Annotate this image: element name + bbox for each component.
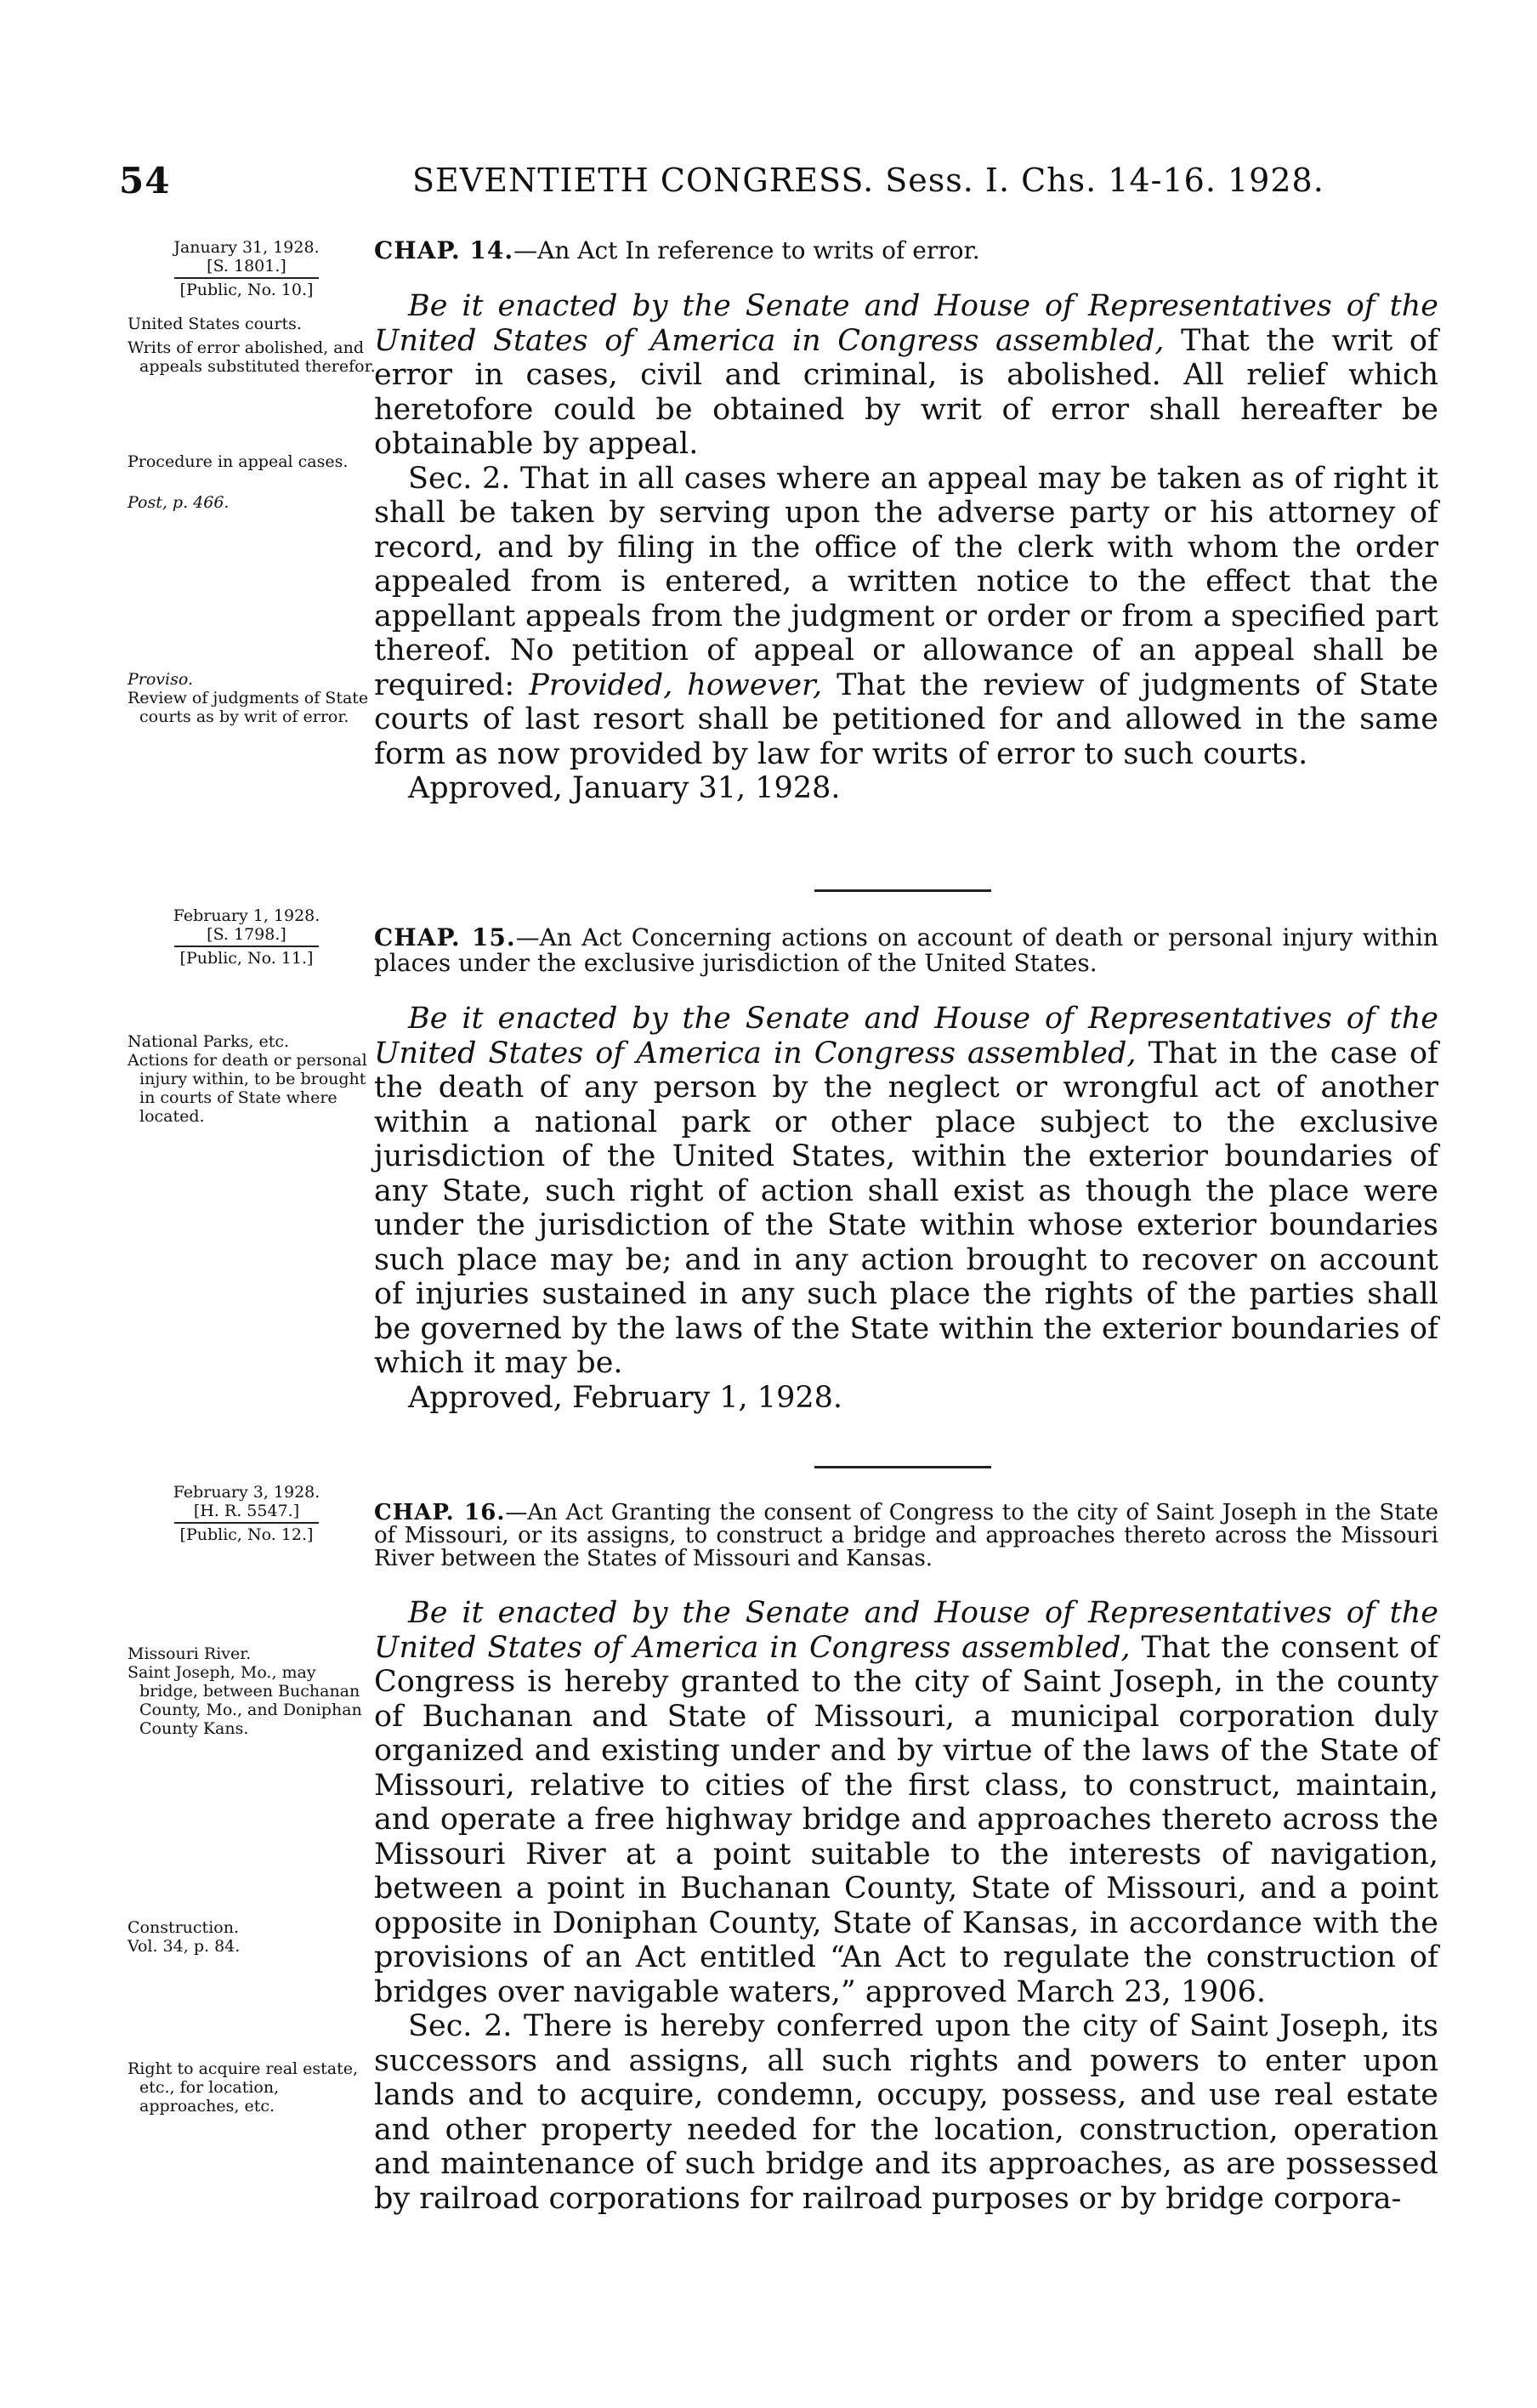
enacting-clause (374, 1596, 1438, 2009)
margin-note: Actions for death or personal injury within, to be brought in courts of State where located. (128, 1051, 367, 1126)
section-1-text: That the consent of Congress is hereby granted to the city of Saint Joseph, in the county of Buchanan and State of Missouri, a municipal corporation duly organized and existing under and by virtue of the laws of the State of Missouri, relative to cities of the first class, to construct, maintain, and operate a free highway bridge and approaches thereto across the Missouri River at a point suitable to the interests of navigation, between a point in Buchanan County, State of Missouri, and a point opposite in Doniphan County, State of Kansas, in accordance with the provisions of an Act entitled “An Act to regulate the construction of bridges over navigable waters,” approved March 23, 1906. (374, 1630, 1438, 2009)
proviso-text: That the review of judgments of State courts of last resort shall be petitioned for and allowed in the same form as now provided by law for writs of error to such courts. (374, 667, 1438, 771)
margin-note: United States courts. (128, 315, 302, 333)
section-2-text: Sec. 2. There is hereby conferred upon the city of Saint Joseph, its successors and assigns, all such rights and powers to enter upon lands and to acquire, condemn, occupy, possess, and use real estate and other property needed for the location, construction, operation and maintenance of such bridge and its approaches, as are possessed by railroad corporations for railroad purposes or by bridge corpora- (374, 2009, 1438, 2216)
margin-note: Construction. (128, 1918, 239, 1937)
proviso-phrase: Provided, however, (529, 667, 823, 702)
enacting-formula: Be it enacted by the Senate and House of Representatives of the United States of America in Congress assembled, (374, 1002, 1438, 1071)
margin-rule (174, 946, 319, 947)
chapter-15-body (374, 925, 1438, 1415)
chapter-number: CHAP. 16. (374, 1500, 506, 1525)
approval-date: January 31, 1928. (173, 238, 320, 257)
chapter-14-body (374, 238, 1438, 806)
enacting-clause (374, 289, 1438, 462)
enacting-formula: Be it enacted by the Senate and House of Representatives of the United States of America in Congress assembled, (374, 1596, 1438, 1665)
enacting-formula: Be it enacted by the Senate and House of Representatives of the United States of America in Congress assembled, (374, 289, 1438, 358)
section-2 (374, 462, 1438, 772)
margin-note: National Parks, etc. (128, 1032, 290, 1051)
section-2-text: Sec. 2. That in all cases where an appeal may be taken as of right it shall be taken by serving upon the adverse party or his attorney of record, and by filing in the office of the clerk with whom the order appealed from is entered, a written notice to the effect that the appellant appeals from the judgment or order or from a specified part thereof. No petition of appeal or allowance of an appeal shall be required: (374, 461, 1438, 702)
section-2 (374, 2009, 1438, 2216)
chapter-heading (374, 1502, 1438, 1570)
page-number: 54 (119, 160, 171, 202)
section-divider (814, 889, 991, 892)
chapter-heading (374, 238, 1438, 264)
section-divider (814, 1466, 991, 1468)
section-1-text: That the writ of error in cases, civil and criminal, is abolished. All relief which heretofore could be obtained by writ of error shall hereafter be obtainable by appeal. (374, 323, 1438, 461)
chapter-number: CHAP. 15. (374, 923, 516, 951)
margin-note-crossref: Post, p. 466. (128, 493, 230, 512)
margin-note: Vol. 34, p. 84. (128, 1937, 241, 1956)
margin-note: Review of judgments of State courts as by writ of error. (128, 689, 369, 726)
margin-rule (174, 277, 319, 279)
chapter-14-margin-header (128, 238, 366, 299)
margin-note-proviso: Proviso. (128, 670, 194, 689)
bill-number: [H. R. 5547.] (193, 1502, 300, 1520)
chapter-16-body (374, 1502, 1438, 2216)
chapter-title: —An Act In reference to writs of error. (513, 236, 980, 264)
approval-date: February 1, 1928. (173, 906, 320, 925)
chapter-number: CHAP. 14. (374, 236, 514, 264)
running-head (119, 160, 1445, 211)
chapter-title: —An Act Granting the consent of Congress to the city of Saint Joseph in the State of Missouri, or its assigns, to construct a bridge and approaches thereto across the Missouri River between the States of Missouri and Kansas. (374, 1500, 1438, 1571)
approval-line: Approved, January 31, 1928. (408, 771, 841, 805)
public-law-number: [Public, No. 12.] (179, 1525, 314, 1544)
chapter-15-margin-header (128, 906, 366, 968)
margin-rule (174, 1522, 319, 1524)
margin-note: Missouri River. (128, 1644, 252, 1663)
approval-date: February 3, 1928. (173, 1483, 320, 1502)
bill-number: [S. 1798.] (207, 925, 286, 944)
public-law-number: [Public, No. 11.] (179, 949, 314, 968)
section-1-text: That in the case of the death of any person by the neglect or wrongful act of another within a national park or other place subject to the exclusive jurisdiction of the United States, within the exterior boundaries of any State, such right of action shall exist as though the place were under the jurisdiction of the State within whose exterior boundaries such place may be; and in any action brought to recover on account of injuries sustained in any such place the rights of the parties shall be governed by the laws of the State within the exterior boundaries of which it may be. (374, 1036, 1438, 1380)
margin-note: Writs of error abolished, and appeals substituted therefor. (128, 338, 376, 376)
chapter-16-margin-header (128, 1483, 366, 1544)
bill-number: [S. 1801.] (207, 257, 286, 275)
margin-note: Saint Joseph, Mo., may bridge, between Buchanan County, Mo., and Doniphan County Kans. (128, 1663, 362, 1738)
margin-note: Right to acquire real estate, etc., for location, approaches, etc. (128, 2059, 359, 2116)
running-title: SEVENTIETH CONGRESS. Sess. I. Chs. 14-16. 1928. (412, 162, 1324, 199)
chapter-title: —An Act Concerning actions on account of death or personal injury within places under the exclusive jurisdiction of the United States. (374, 923, 1439, 977)
margin-note: Procedure in appeal cases. (128, 452, 349, 471)
enacting-clause (374, 1002, 1438, 1381)
approval-line: Approved, February 1, 1928. (408, 1380, 843, 1415)
public-law-number: [Public, No. 10.] (179, 281, 314, 299)
chapter-heading (374, 925, 1438, 976)
